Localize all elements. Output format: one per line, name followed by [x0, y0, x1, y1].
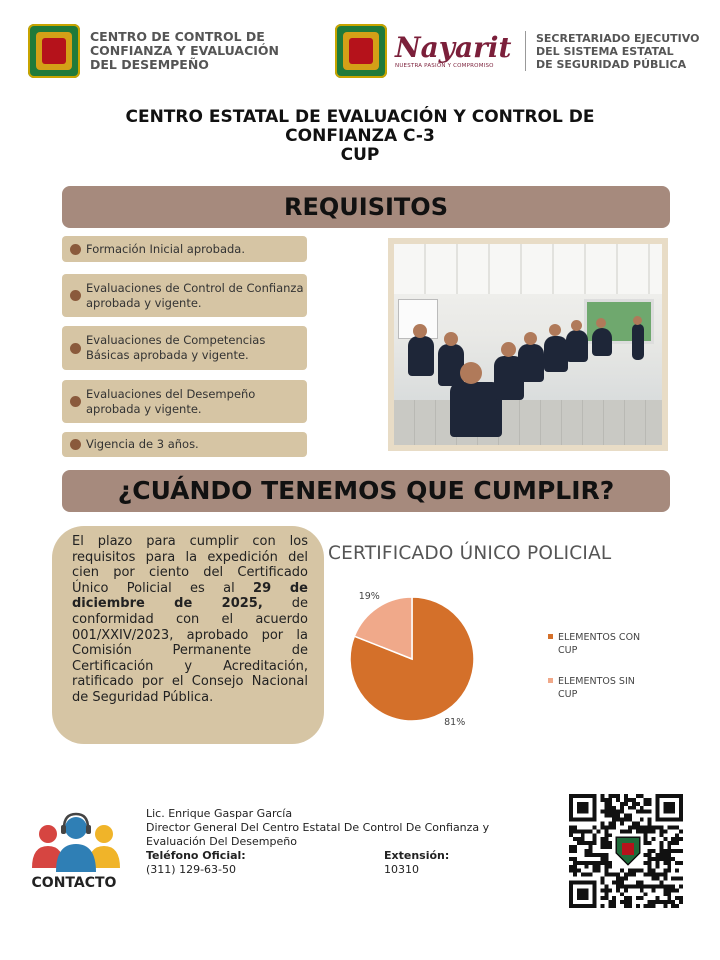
requirement-text: Evaluaciones de Control de Confianza aprobada y vigente.	[86, 280, 304, 310]
legend-label: ELEMENTOS SIN CUP	[558, 676, 635, 700]
nayarit-tagline: NUESTRA PASIÓN Y COMPROMISO	[395, 63, 494, 69]
requirement-text: Evaluaciones de Competencias Básicas aprobada y vigente.	[86, 333, 266, 362]
deadline-text: de conformidad con el acuerdo 001/XXIV/2023, aprobado por la Comisión Permanente de Certificación y Acreditación, ratificado por el Consejo Nacional de Seguridad Pública.	[72, 596, 308, 705]
legend-swatch	[548, 634, 553, 639]
state-crest-icon	[335, 24, 387, 78]
contact-values-row	[146, 863, 546, 877]
org-title-line: DEL DESEMPEÑO	[90, 57, 209, 72]
legend-label: ELEMENTOS CON CUP	[558, 632, 641, 656]
bullet-icon	[70, 343, 81, 354]
requirement-item	[62, 380, 307, 423]
photo-person-head	[413, 324, 427, 338]
org-title-line: CONFIANZA Y EVALUACIÓN	[90, 43, 279, 58]
photo-person	[438, 344, 464, 386]
requirement-item	[62, 274, 307, 317]
photo-person-head	[549, 324, 561, 336]
org-title	[90, 30, 279, 72]
photo-person	[632, 324, 644, 360]
bullet-icon	[70, 439, 81, 450]
photo-person-head	[524, 332, 537, 345]
requirement-text: Vigencia de 3 años.	[86, 437, 199, 451]
page-title	[60, 108, 660, 165]
photo-ceiling	[394, 244, 662, 294]
sesesp-title-line: SECRETARIADO EJECUTIVO	[536, 31, 700, 45]
deadline-date: 29 de diciembre de 2025,	[72, 580, 308, 612]
photo-person-head	[571, 320, 582, 331]
pie-data-label: 81%	[444, 716, 466, 728]
org-title-line: CENTRO DE CONTROL DE	[90, 29, 265, 44]
deadline-heading: ¿CUÁNDO TENEMOS QUE CUMPLIR?	[62, 470, 670, 512]
bullet-icon	[70, 244, 81, 255]
photo-person	[566, 330, 588, 362]
photo-person	[592, 328, 612, 356]
legend-swatch	[548, 678, 553, 683]
extension-number: 10310	[384, 863, 419, 876]
contact-labels-row	[146, 849, 546, 863]
header-left-logo	[28, 22, 298, 80]
phone-number: (311) 129-63-50	[146, 863, 237, 876]
photo-person	[544, 336, 568, 372]
classroom-photo-image	[394, 244, 662, 445]
photo-person-head	[460, 362, 482, 384]
pie-data-label: 19%	[358, 591, 380, 603]
photo-person-head	[444, 332, 458, 346]
extension-label: Extensión:	[384, 849, 450, 862]
photo-person-head	[501, 342, 516, 357]
contact-info	[146, 807, 546, 877]
page-title-line: CENTRO ESTATAL DE EVALUACIÓN Y CONTROL DE	[125, 107, 595, 127]
requirement-item	[62, 236, 307, 262]
photo-person	[408, 336, 434, 376]
requirements-heading: REQUISITOS	[62, 186, 670, 228]
header-divider	[525, 31, 526, 71]
photo-floor	[394, 400, 662, 445]
contact-role: Director General Del Centro Estatal De Control De Confianza y Evaluación Del Desempeño	[146, 821, 490, 848]
pie-chart	[330, 572, 670, 742]
qr-code-icon[interactable]	[568, 794, 684, 908]
bullet-icon	[70, 290, 81, 301]
deadline-text: El plazo para cumplir con los requisitos para la expedición del cien por ciento del Certificado Único Policial es al	[72, 534, 308, 596]
chart-title: CERTIFICADO ÚNICO POLICIAL	[328, 543, 612, 564]
requirement-item	[62, 432, 307, 457]
state-crest-icon	[28, 24, 80, 78]
contact-label: CONTACTO	[31, 875, 117, 891]
requirement-item	[62, 326, 307, 370]
contact-name: Lic. Enrique Gaspar García	[146, 807, 293, 820]
bullet-icon	[70, 396, 81, 407]
photo-person-head	[596, 318, 606, 328]
page-title-line: CUP	[340, 145, 380, 165]
page-title-line: CONFIANZA C-3	[285, 126, 435, 146]
phone-label: Teléfono Oficial:	[146, 849, 246, 862]
header-right-logo	[335, 22, 700, 80]
photo-person	[518, 344, 544, 382]
sesesp-title-line: DEL SISTEMA ESTATAL	[536, 44, 674, 58]
classroom-photo	[388, 238, 668, 451]
contact-people-icon	[28, 808, 124, 874]
nayarit-wordmark: Nayarit	[395, 31, 512, 64]
requirement-text: Evaluaciones del Desempeño aprobada y vigente.	[86, 386, 256, 416]
photo-person-head	[633, 316, 642, 325]
sesesp-title	[536, 32, 699, 71]
requirement-text: Formación Inicial aprobada.	[86, 241, 246, 256]
nayarit-brand	[395, 33, 515, 69]
sesesp-title-line: DE SEGURIDAD PÚBLICA	[536, 57, 687, 71]
deadline-text-box	[52, 526, 324, 744]
